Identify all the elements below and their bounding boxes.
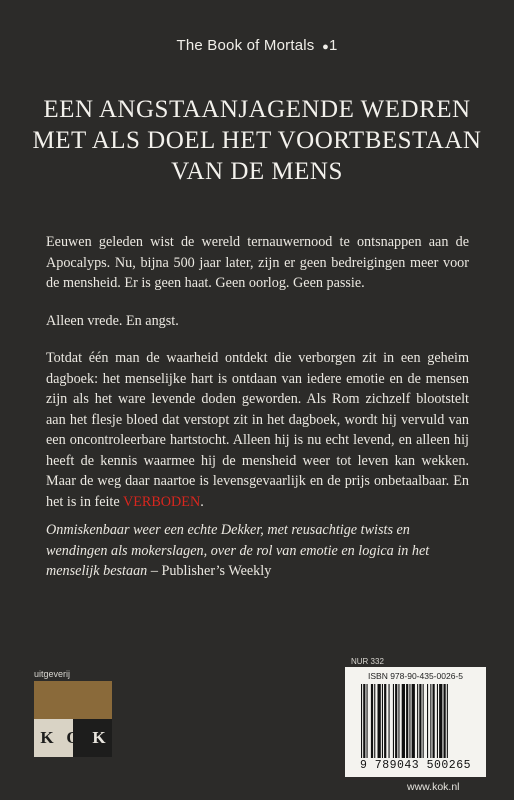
isbn-text: ISBN 978-90-435-0026-5 (368, 671, 463, 681)
nur-code: NUR 332 (351, 657, 384, 666)
review-text: Onmiskenbaar weer een echte Dekker, met reusachtige twists en wendingen als mokerslagen, over de rol van emotie en logica in het menselijk bestaan (46, 522, 430, 579)
headline-line-2: MET ALS DOEL HET VOORTBESTAAN (32, 127, 482, 154)
logo-letter-o: O (66, 728, 80, 747)
logo-letter-k1: K (40, 728, 54, 747)
logo-top-block (34, 681, 112, 719)
ean-number: 9 789043 500265 (359, 759, 472, 772)
series-name: The Book of Mortals (176, 37, 315, 54)
bullet-icon: ● (318, 41, 329, 53)
blurb-paragraph-1: Eeuwen geleden wist de wereld ternauwernood te ontsnappen aan de Apocalyps. Nu, bijna 500 jaar later, zijn er geen bedreigingen meer voor de mensheid. Er is geen haat. Geen oorlog. Geen passie. (46, 234, 469, 291)
blurb (46, 232, 469, 529)
headline (20, 94, 494, 187)
series-number: 1 (328, 37, 338, 54)
logo-letter-k2: K (92, 728, 106, 747)
series-title (0, 37, 514, 54)
headline-line-1: EEN ANGSTAANJAGENDE WEDREN (43, 96, 471, 123)
publisher-label: uitgeverij (34, 669, 71, 679)
website-url: www.kok.nl (407, 781, 460, 793)
blurb-paragraph-3-end: . (200, 493, 204, 510)
blurb-paragraph-3 (46, 348, 469, 512)
blurb-paragraph-2: Alleen vrede. En angst. (46, 312, 179, 329)
forbidden-highlight: VERBODEN (122, 493, 201, 510)
barcode-label (345, 667, 486, 777)
headline-line-3: VAN DE MENS (171, 158, 343, 185)
kok-logo (34, 681, 112, 757)
barcode-icon (361, 684, 479, 758)
blurb-paragraph-3-text: Totdat één man de waarheid ontdekt die verborgen zit in een geheim dagboek: het menselijke hart is ontdaan van iedere emotie en de mensen zijn als het ware levende doden geworden. Als Rom zichzelf blootstelt aan het flesje bloed dat verstopt zit in het dagboek, wordt hij vervuld van een oncontroleerbare hartstocht. Alleen hij is nu echt levend, en alleen hij heeft de kennis waarmee hij de mensheid weer tot leven kan wekken. Maar de weg daar naartoe is levensgevaarlijk en de prijs onbetaalbaar. En het is in feite (46, 350, 469, 510)
review-quote (46, 520, 469, 582)
review-source: – Publisher’s Weekly (147, 563, 272, 579)
